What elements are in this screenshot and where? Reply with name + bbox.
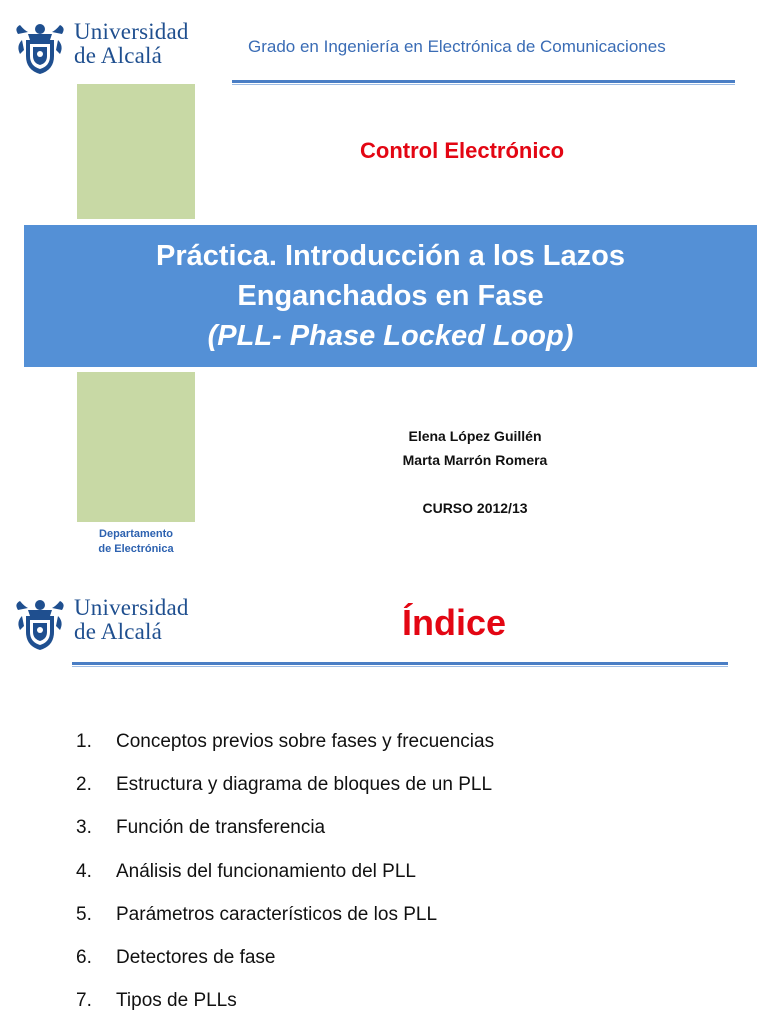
logo-line-1: Universidad — [74, 19, 189, 44]
index-item-text: Estructura y diagrama de bloques de un PLL — [116, 774, 493, 796]
department-line-1: Departamento — [99, 528, 173, 540]
degree-name: Grado en Ingeniería en Electrónica de Comunicaciones — [248, 37, 666, 56]
index-item-text: Función de transferencia — [116, 817, 326, 839]
index-item-number: 1. — [76, 731, 92, 752]
header-rule — [232, 80, 735, 83]
green-decor-block-top — [77, 84, 195, 219]
index-item — [76, 731, 494, 774]
index-item — [76, 990, 494, 1033]
title-band — [24, 225, 757, 367]
index-item — [76, 947, 494, 990]
index-title: Índice — [402, 602, 507, 643]
author-name: Marta Marrón Romera — [402, 452, 548, 468]
author-name: Elena López Guillén — [408, 428, 542, 444]
index-item-number: 3. — [76, 817, 92, 839]
logo-wordmark — [74, 20, 189, 68]
logo-wordmark — [74, 596, 189, 644]
index-item — [76, 904, 494, 947]
index-slide — [0, 576, 768, 1024]
university-logo — [12, 20, 189, 76]
logo-line-1: Universidad — [74, 595, 189, 620]
index-item-text: Parámetros característicos de los PLL — [116, 903, 438, 925]
index-item-text: Análisis del funcionamiento del PLL — [116, 860, 416, 882]
title-line-1: Práctica. Introducción a los Lazos — [156, 240, 625, 272]
index-item-text: Tipos de PLLs — [116, 990, 237, 1012]
index-item-number: 4. — [76, 860, 92, 882]
university-crest-icon — [12, 20, 68, 76]
course-year: CURSO 2012/13 — [422, 500, 528, 516]
department-line-2: de Electrónica — [98, 543, 174, 555]
department-label — [60, 527, 212, 557]
index-item — [76, 817, 494, 860]
index-item-number: 7. — [76, 990, 92, 1012]
index-item-text: Detectores de fase — [116, 946, 276, 968]
university-logo — [12, 596, 189, 652]
logo-line-2: de Alcalá — [74, 43, 163, 68]
index-item — [76, 774, 494, 817]
index-item-number: 5. — [76, 903, 92, 925]
title-line-2: Enganchados en Fase — [237, 280, 544, 312]
index-header-rule — [72, 662, 728, 665]
index-list — [76, 731, 494, 1033]
green-decor-block-bottom — [77, 372, 195, 522]
index-item-text: Conceptos previos sobre fases y frecuencias — [116, 731, 495, 752]
university-crest-icon — [12, 596, 68, 652]
index-item-number: 6. — [76, 946, 92, 968]
logo-line-2: de Alcalá — [74, 619, 163, 644]
course-name: Control Electrónico — [360, 138, 565, 163]
index-item-number: 2. — [76, 774, 92, 796]
index-item — [76, 861, 494, 904]
title-line-3: (PLL- Phase Locked Loop) — [207, 320, 574, 352]
